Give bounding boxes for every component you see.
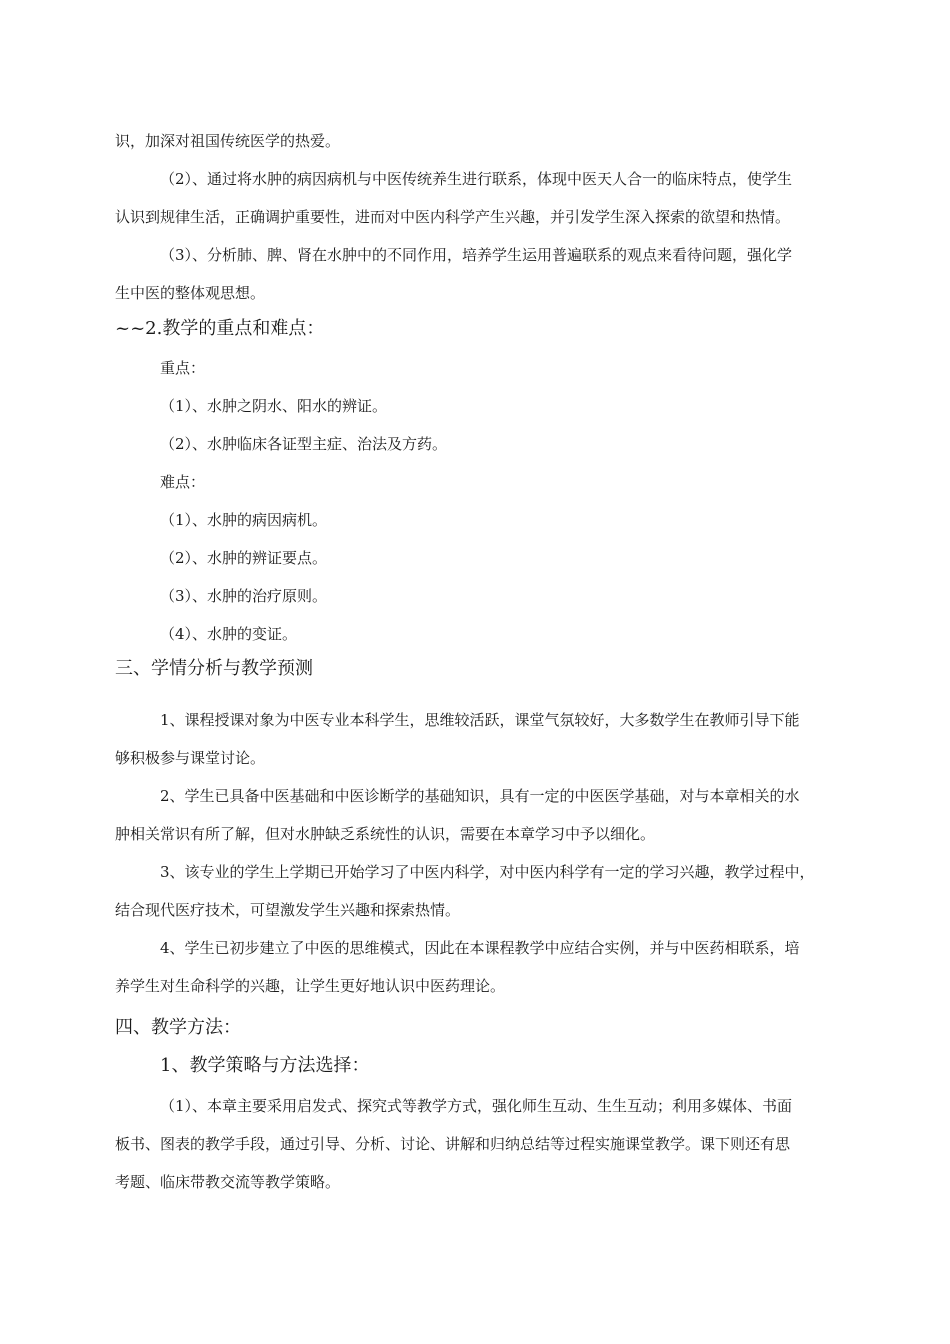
section-4-item-1-line-2: 板书、图表的教学手段，通过引导、分析、讨论、讲解和归纳总结等过程实施课堂教学。课下则还有思 <box>115 1135 791 1153</box>
section-3-item-4-line-2: 养学生对生命科学的兴趣，让学生更好地认识中医药理论。 <box>115 977 506 995</box>
objective-item-3-line-1: （3）、分析肺、脾、肾在水肿中的不同作用，培养学生运用普遍联系的观点来看待问题，强化学 <box>160 246 793 264</box>
focus-item: （1）、水肿之阴水、阳水的辨证。 <box>160 397 388 415</box>
difficulty-item: （4）、水肿的变证。 <box>160 625 298 643</box>
section-3-item-2-line-1: 2、学生已具备中医基础和中医诊断学的基础知识，具有一定的中医医学基础，对与本章相关的水 <box>160 787 800 805</box>
section-4-heading: 四、教学方法： <box>115 1017 241 1038</box>
difficulty-item: （1）、水肿的病因病机。 <box>160 511 328 529</box>
section-4-item-1-line-1: （1）、本章主要采用启发式、探究式等教学方式，强化师生互动、生生互动；利用多媒体、书面 <box>160 1097 793 1115</box>
section-3-item-1-line-2: 够积极参与课堂讨论。 <box>115 749 266 767</box>
focus-item: （2）、水肿临床各证型主症、治法及方药。 <box>160 435 448 453</box>
section-3-heading: 三、学情分析与教学预测 <box>115 658 313 679</box>
difficulty-item: （3）、水肿的治疗原则。 <box>160 587 328 605</box>
objective-item-2-line-2: 认识到规律生活，正确调护重要性，进而对中医内科学产生兴趣，并引发学生深入探索的欲望和热情。 <box>115 208 791 226</box>
focus-label: 重点： <box>160 359 206 377</box>
objectives-line-1: 识，加深对祖国传统医学的热爱。 <box>115 132 341 150</box>
objective-item-2-line-1: （2）、通过将水肿的病因病机与中医传统养生进行联系，体现中医天人合一的临床特点，使学生 <box>160 170 793 188</box>
section-3-item-1-line-1: 1、课程授课对象为中医专业本科学生，思维较活跃，课堂气氛较好，大多数学生在教师引导下能 <box>160 711 800 729</box>
section-3-item-3-line-2: 结合现代医疗技术，可望激发学生兴趣和探索热情。 <box>115 901 461 919</box>
key-points-heading: ~~2.教学的重点和难点： <box>115 318 325 339</box>
difficulty-label: 难点： <box>160 473 206 491</box>
section-4-item-1-line-3: 考题、临床带教交流等教学策略。 <box>115 1173 341 1191</box>
section-4-subheading: 1、教学策略与方法选择： <box>160 1055 370 1076</box>
section-3-item-3-line-1: 3、该专业的学生上学期已开始学习了中医内科学，对中医内科学有一定的学习兴趣，教学过程中， <box>160 863 815 881</box>
section-3-item-4-line-1: 4、学生已初步建立了中医的思维模式，因此在本课程教学中应结合实例，并与中医药相联系，培 <box>160 939 800 957</box>
difficulty-item: （2）、水肿的辨证要点。 <box>160 549 328 567</box>
objective-item-3-line-2: 生中医的整体观思想。 <box>115 284 266 302</box>
section-3-item-2-line-2: 肿相关常识有所了解，但对水肿缺乏系统性的认识，需要在本章学习中予以细化。 <box>115 825 656 843</box>
